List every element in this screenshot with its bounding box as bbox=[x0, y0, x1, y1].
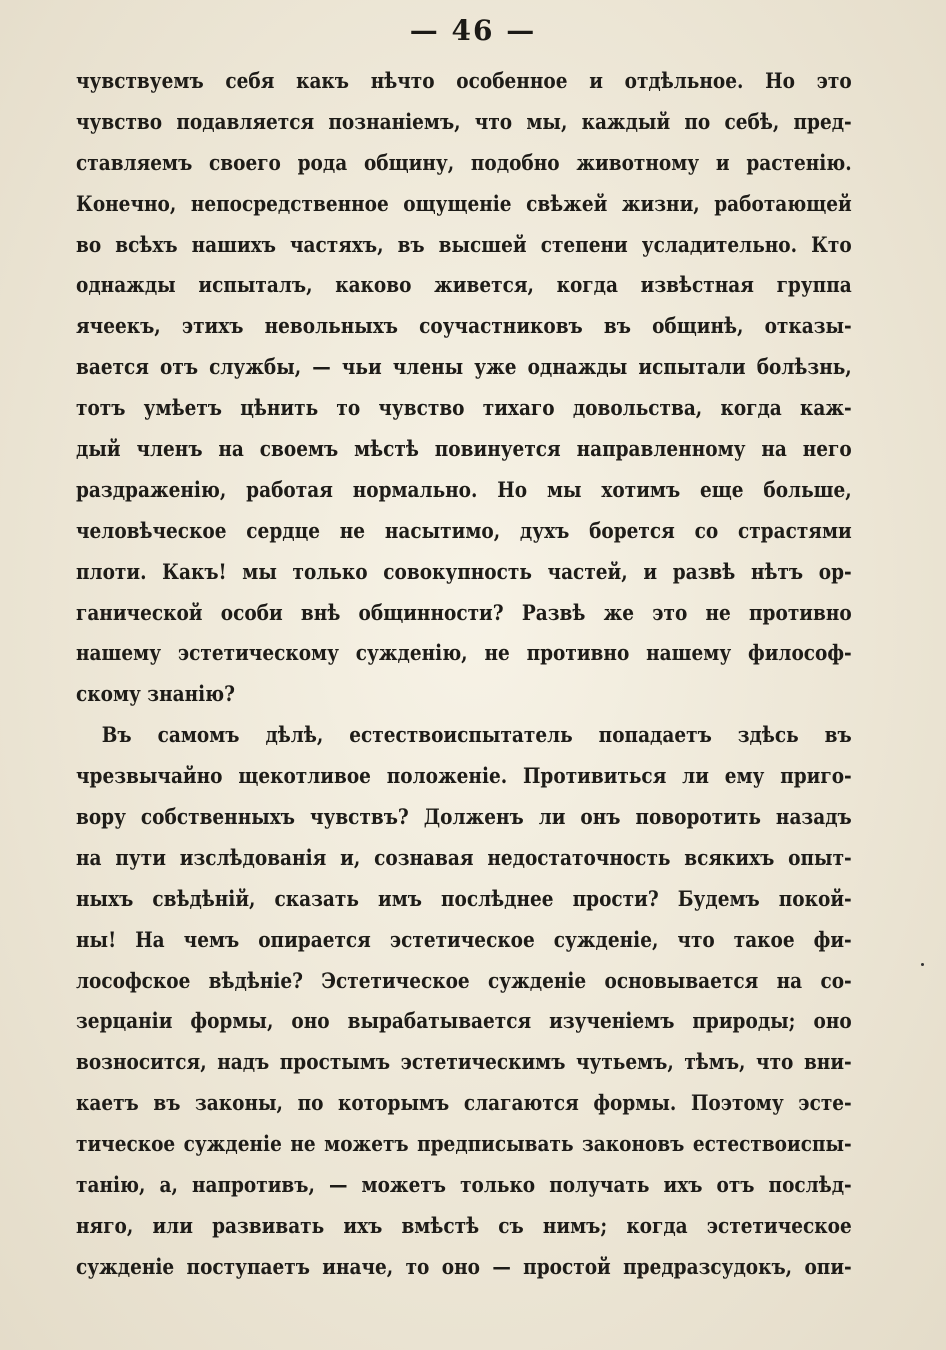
body-text bbox=[76, 62, 852, 1289]
text-line: ганической особи внѣ общинности? Развѣ же это не противно bbox=[76, 600, 852, 626]
text-line: во всѣхъ нашихъ частяхъ, въ высшей степени усладительно. Кто bbox=[76, 232, 852, 258]
text-line: чувствуемъ себя какъ нѣчто особенное и отдѣльное. Но это bbox=[76, 69, 852, 94]
text-line: ячеекъ, этихъ невольныхъ соучастниковъ въ общинѣ, отказы- bbox=[76, 314, 852, 340]
text-line: чрезвычайно щекотливое положеніе. Противиться ли ему приго- bbox=[76, 764, 852, 790]
text-line: ставляемъ своего рода общину, подобно животному и растенію. bbox=[76, 150, 852, 176]
text-line: няго, или развивать ихъ вмѣстѣ съ нимъ; когда эстетическое bbox=[76, 1213, 852, 1239]
text-line: скому знанію? bbox=[76, 682, 235, 708]
text-line: каетъ въ законы, по которымъ слагаются формы. Поэтому эсте- bbox=[76, 1091, 852, 1117]
text-line: возносится, надъ простымъ эстетическимъ чутьемъ, тѣмъ, что вни- bbox=[76, 1050, 852, 1076]
text-line: лософское вѣдѣніе? Эстетическое сужденіе основывается на со- bbox=[76, 968, 852, 994]
text-line: дый членъ на своемъ мѣстѣ повинуется направленному на него bbox=[76, 437, 852, 463]
text-line: вору собственныхъ чувствъ? Долженъ ли онъ поворотить назадъ bbox=[76, 805, 852, 831]
text-line: плоти. Какъ! мы только совокупность частей, и развѣ нѣтъ ор- bbox=[76, 559, 852, 585]
text-line: тическое сужденіе не можетъ предписывать законовъ естествоиспы- bbox=[76, 1132, 852, 1158]
text-line: тотъ умѣетъ цѣнить то чувство тихаго довольства, когда каж- bbox=[76, 396, 852, 422]
text-line: вается отъ службы, — чьи члены уже однажды испытали болѣзнь, bbox=[76, 355, 852, 381]
ink-speck bbox=[921, 963, 924, 966]
text-line: раздраженію, работая нормально. Но мы хотимъ еще больше, bbox=[76, 477, 852, 503]
text-line: нашему эстетическому сужденію, не противно нашему философ- bbox=[76, 641, 852, 667]
text-line: Въ самомъ дѣлѣ, естествоиспытатель попадаетъ здѣсь въ bbox=[101, 723, 852, 749]
text-line: танію, а, напротивъ, — можетъ только получать ихъ отъ послѣд- bbox=[76, 1173, 852, 1199]
text-line: зерцаніи формы, оно вырабатывается изученіемъ природы; оно bbox=[76, 1009, 852, 1035]
text-line: на пути изслѣдованія и, сознавая недостаточность всякихъ опыт- bbox=[76, 845, 852, 871]
text-line: Конечно, непосредственное ощущеніе свѣжей жизни, работающей bbox=[76, 191, 852, 217]
text-line: ны! На чемъ опирается эстетическое сужденіе, что такое фи- bbox=[76, 927, 852, 953]
text-line: человѣческое сердце не насытимо, духъ борется со страстями bbox=[76, 518, 852, 544]
text-line: сужденіе поступаетъ иначе, то оно — простой предразсудокъ, опи- bbox=[76, 1254, 852, 1280]
text-line: чувство подавляется познаніемъ, что мы, каждый по себѣ, пред- bbox=[76, 109, 852, 135]
text-line: однажды испыталъ, каково живется, когда извѣстная группа bbox=[76, 273, 852, 299]
text-line: ныхъ свѣдѣній, сказать имъ послѣднее прости? Будемъ покой- bbox=[76, 886, 852, 912]
page-number: — 46 — bbox=[409, 14, 537, 47]
